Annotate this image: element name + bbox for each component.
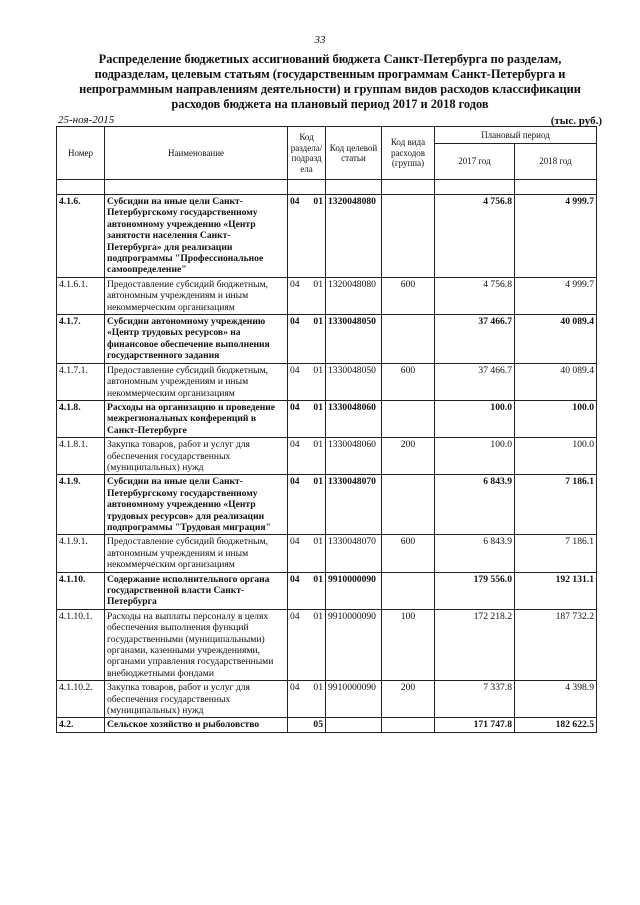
section-code: 04 [290, 278, 300, 290]
row-section-code [288, 718, 326, 732]
row-section-code [288, 195, 326, 278]
table-row [57, 400, 597, 437]
row-article-code: 9910000090 [326, 609, 382, 680]
header-name: Наименование [105, 127, 288, 180]
section-code: 04 [290, 610, 300, 622]
units-label: (тыс. руб.) [550, 115, 602, 127]
row-group-code [382, 195, 435, 278]
row-value-2017: 6 843.9 [435, 535, 515, 572]
row-group-code [382, 315, 435, 364]
page-number: 33 [314, 34, 326, 46]
section-code: 04 [290, 196, 300, 207]
row-section-code [288, 315, 326, 364]
row-group-code [382, 400, 435, 437]
row-value-2018: 4 999.7 [515, 277, 597, 314]
row-article-code: 1330048060 [326, 438, 382, 475]
section-code: 04 [290, 573, 300, 585]
row-group-code [382, 572, 435, 609]
row-section-code [288, 681, 326, 718]
row-value-2018: 100.0 [515, 438, 597, 475]
header-year-2017: 2017 год [435, 144, 515, 180]
row-name: Субсидии на иные цели Санкт-Петербургскому государственному автономному учреждению «Центр занятости населения Санкт-Петербурга» для реализации подпрограммы "Профессиональное самоопределение" [105, 195, 288, 278]
table-spacer-row [57, 180, 597, 195]
row-value-2018: 7 186.1 [515, 535, 597, 572]
document-date: 25-ноя-2015 [58, 114, 115, 126]
row-value-2018: 40 089.4 [515, 315, 597, 364]
row-number: 4.1.9.1. [57, 535, 105, 572]
row-number: 4.1.10.1. [57, 609, 105, 680]
section-code: 04 [290, 439, 300, 451]
row-group-code: 100 [382, 609, 435, 680]
table-row [57, 277, 597, 314]
row-section-code [288, 572, 326, 609]
row-number: 4.1.6. [57, 195, 105, 278]
row-group-code: 600 [382, 535, 435, 572]
subsection-code: 01 [313, 401, 323, 413]
row-number: 4.1.10. [57, 572, 105, 609]
row-group-code: 600 [382, 363, 435, 400]
table-header-row [57, 127, 597, 144]
row-name: Предоставление субсидий бюджетным, автономным учреждениям и иным некоммерческим организациям [105, 277, 288, 314]
table-row [57, 475, 597, 535]
section-code: 04 [290, 316, 300, 328]
table-row [57, 195, 597, 278]
header-number: Номер [57, 127, 105, 180]
header-section: Код раздела/ подразд ела [288, 127, 326, 180]
subsection-code: 01 [313, 573, 323, 585]
section-code: 04 [290, 364, 300, 376]
subsection-code: 01 [313, 439, 323, 451]
row-article-code: 1330048060 [326, 400, 382, 437]
table-row [57, 363, 597, 400]
budget-table [56, 126, 597, 733]
row-article-code [326, 718, 382, 732]
section-code: 04 [290, 401, 300, 413]
row-section-code [288, 438, 326, 475]
subsection-code: 01 [313, 536, 323, 548]
header-planned-period: Плановый период [435, 127, 597, 144]
row-value-2017: 37 466.7 [435, 315, 515, 364]
row-section-code [288, 535, 326, 572]
row-value-2017: 100.0 [435, 438, 515, 475]
row-article-code: 1320048080 [326, 277, 382, 314]
row-name: Расходы на организацию и проведение межрегиональных конференций в Санкт-Петербурге [105, 400, 288, 437]
row-value-2018: 4 999.7 [515, 195, 597, 278]
subsection-code: 01 [313, 364, 323, 376]
row-name: Сельское хозяйство и рыболовство [105, 718, 288, 732]
header-article: Код целевой статьи [326, 127, 382, 180]
row-value-2017: 100.0 [435, 400, 515, 437]
row-article-code: 1330048050 [326, 315, 382, 364]
row-section-code [288, 277, 326, 314]
row-group-code: 200 [382, 681, 435, 718]
section-code: 04 [290, 682, 300, 694]
row-article-code: 1330048070 [326, 475, 382, 535]
subsection-code: 01 [313, 682, 323, 694]
row-section-code [288, 400, 326, 437]
row-number: 4.1.7.1. [57, 363, 105, 400]
row-name: Предоставление субсидий бюджетным, автономным учреждениям и иным некоммерческим организациям [105, 363, 288, 400]
row-number: 4.1.10.2. [57, 681, 105, 718]
subsection-code: 01 [313, 316, 323, 328]
row-number: 4.1.8.1. [57, 438, 105, 475]
row-value-2018: 4 398.9 [515, 681, 597, 718]
subsection-code: 01 [313, 476, 323, 488]
table-row [57, 681, 597, 718]
section-code: 04 [290, 536, 300, 548]
row-value-2018: 40 089.4 [515, 363, 597, 400]
row-article-code: 9910000090 [326, 681, 382, 718]
row-value-2017: 4 756.8 [435, 277, 515, 314]
row-group-code: 200 [382, 438, 435, 475]
row-name: Содержание исполнительного органа государственной власти Санкт-Петербурга [105, 572, 288, 609]
row-article-code: 1330048050 [326, 363, 382, 400]
row-section-code [288, 609, 326, 680]
row-article-code: 1320048080 [326, 195, 382, 278]
row-value-2017: 179 556.0 [435, 572, 515, 609]
row-value-2018: 182 622.5 [515, 718, 597, 732]
table-row [57, 535, 597, 572]
subsection-code: 01 [313, 278, 323, 290]
table-row [57, 609, 597, 680]
header-group: Код вида расходов (группа) [382, 127, 435, 180]
row-value-2017: 37 466.7 [435, 363, 515, 400]
row-number: 4.1.6.1. [57, 277, 105, 314]
row-number: 4.1.9. [57, 475, 105, 535]
row-section-code [288, 363, 326, 400]
row-value-2018: 192 131.1 [515, 572, 597, 609]
row-value-2018: 100.0 [515, 400, 597, 437]
row-value-2017: 7 337.8 [435, 681, 515, 718]
row-value-2017: 4 756.8 [435, 195, 515, 278]
subsection-code: 05 [313, 719, 323, 731]
row-name: Субсидии автономному учреждению «Центр трудовых ресурсов» на финансовое обеспечение выполнения государственного задания [105, 315, 288, 364]
table-row [57, 315, 597, 364]
row-article-code: 9910000090 [326, 572, 382, 609]
row-group-code [382, 718, 435, 732]
table-row [57, 718, 597, 732]
subsection-code: 01 [313, 610, 323, 622]
row-section-code [288, 475, 326, 535]
row-name: Закупка товаров, работ и услуг для обеспечения государственных (муниципальных) нужд [105, 438, 288, 475]
row-number: 4.1.7. [57, 315, 105, 364]
row-name: Предоставление субсидий бюджетным, автономным учреждениям и иным некоммерческим организациям [105, 535, 288, 572]
row-group-code: 600 [382, 277, 435, 314]
table-row [57, 438, 597, 475]
row-value-2018: 7 186.1 [515, 475, 597, 535]
row-article-code: 1330048070 [326, 535, 382, 572]
row-number: 4.1.8. [57, 400, 105, 437]
row-name: Закупка товаров, работ и услуг для обеспечения государственных (муниципальных) нужд [105, 681, 288, 718]
row-value-2017: 171 747.8 [435, 718, 515, 732]
row-name: Субсидии на иные цели Санкт-Петербургскому государственному автономному учреждению «Центр трудовых ресурсов» для реализации подпрограммы "Трудовая миграция" [105, 475, 288, 535]
row-number: 4.2. [57, 718, 105, 732]
document-title: Распределение бюджетных ассигнований бюджета Санкт-Петербурга по разделам, подразделам, целевым статьям (государственным программам Санкт-Петербурга и непрограммным направлениям деятельности) и группам видов расходов классификации расходов бюджета на плановый период 2017 и 2018 годов [79, 52, 581, 111]
row-group-code [382, 475, 435, 535]
row-value-2018: 187 732.2 [515, 609, 597, 680]
section-code: 04 [290, 476, 300, 488]
row-value-2017: 172 218.2 [435, 609, 515, 680]
row-value-2017: 6 843.9 [435, 475, 515, 535]
table-body [57, 180, 597, 733]
row-name: Расходы на выплаты персоналу в целях обеспечения выполнения функций государственными (муниципальными) органами, казенными учреждениями, органами управления государственными внебюджетными фондами [105, 609, 288, 680]
subsection-code: 01 [313, 196, 323, 207]
table-row [57, 572, 597, 609]
header-year-2018: 2018 год [515, 144, 597, 180]
